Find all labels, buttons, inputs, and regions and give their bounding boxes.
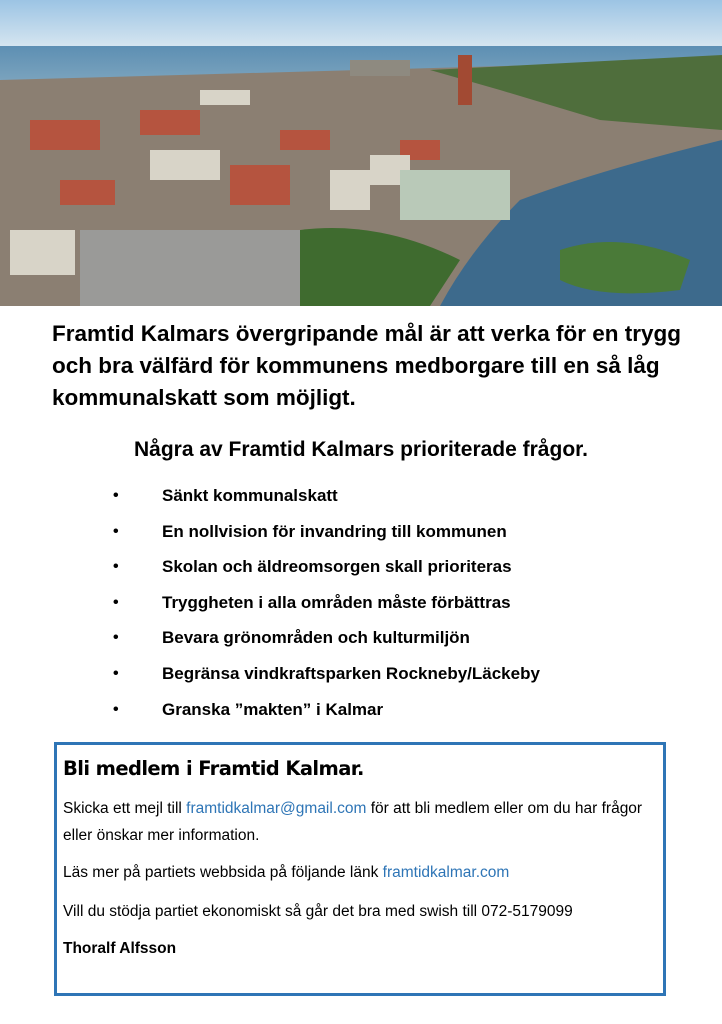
swish-paragraph: Vill du stödja partiet ekonomiskt så går det bra med swish till 072-5179099 [63, 903, 573, 920]
email-paragraph: Skicka ett mejl till framtidkalmar@gmail.com för att bli medlem eller om du har frågor eller önskar mer information. [63, 800, 643, 844]
membership-box [54, 742, 666, 996]
email-link[interactable]: framtidkalmar@gmail.com [186, 800, 367, 817]
web-paragraph: Läs mer på partiets webbsida på följande länk framtidkalmar.com [63, 864, 510, 881]
bullet-icon: • [113, 487, 119, 504]
membership-title: Bli medlem i Framtid Kalmar. [63, 757, 364, 780]
intro-statement: Framtid Kalmars övergripande mål är att verka för en trygg och bra välfärd för kommunens medborgare till en så låg kommunalskatt som möjligt. [52, 321, 681, 410]
bullet-icon: • [113, 629, 119, 647]
bullet-icon: • [113, 522, 119, 540]
signature: Thoralf Alfsson [63, 940, 177, 957]
aerial-city-photo [0, 0, 722, 306]
bullet-icon: • [113, 664, 119, 682]
bullet-icon: • [113, 558, 119, 576]
bullet-icon: • [113, 700, 119, 718]
bullet-icon: • [113, 593, 119, 611]
priorities-heading: Några av Framtid Kalmars prioriterade frågor. [134, 438, 588, 461]
website-link[interactable]: framtidkalmar.com [382, 864, 510, 881]
